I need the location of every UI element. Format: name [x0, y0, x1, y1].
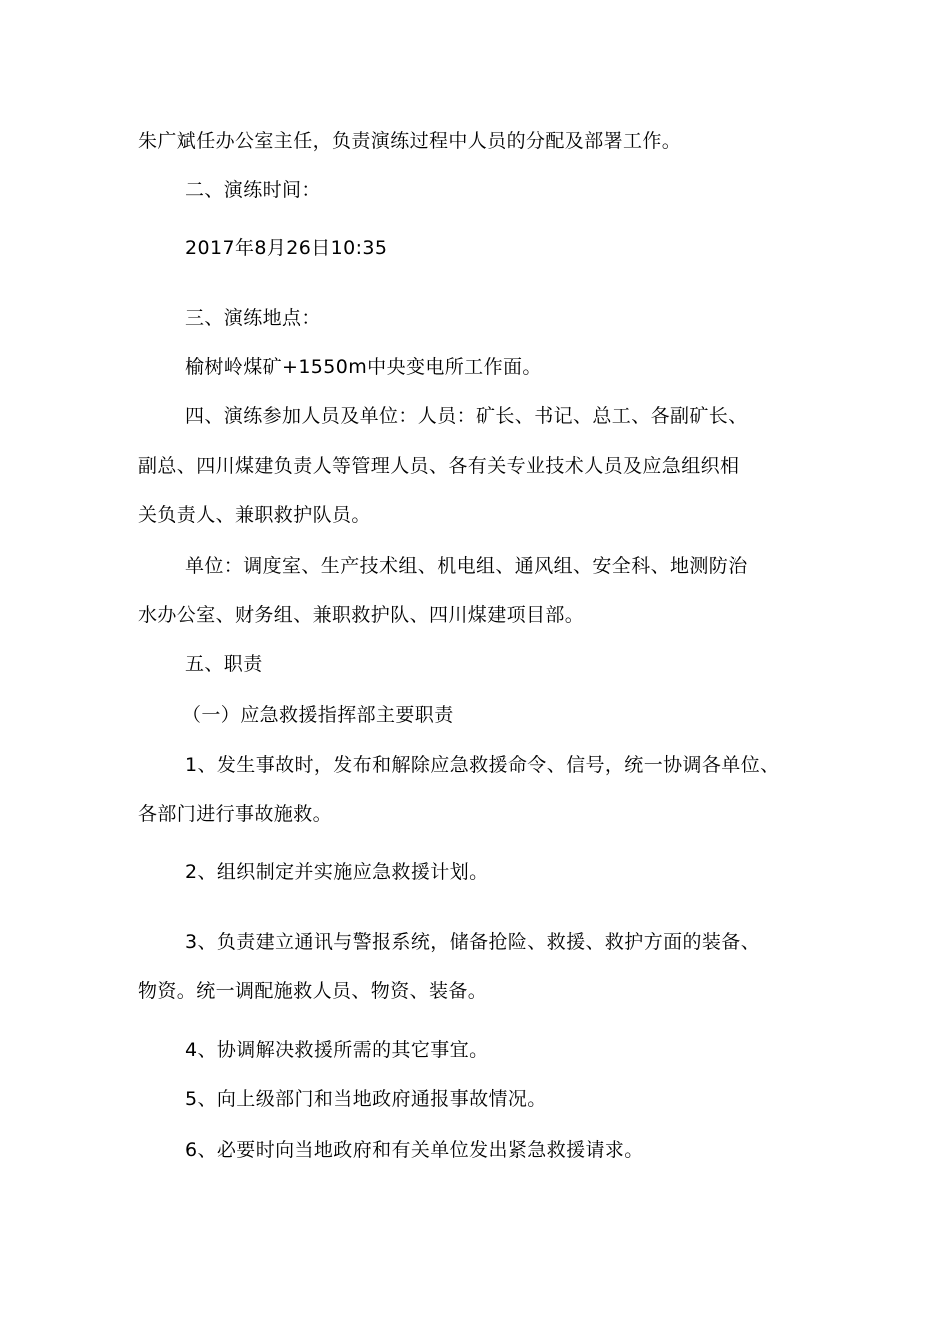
text-units-1: 单位：调度室、生产技术组、机电组、通风组、安全科、地测防治 [185, 555, 748, 577]
heading-participants: 四、演练参加人员及单位：人员：矿长、书记、总工、各副矿长、 [185, 405, 748, 427]
heading-duties: 五、职责 [185, 653, 263, 675]
text-participants-2: 副总、四川煤建负责人等管理人员、各有关专业技术人员及应急组织相 [138, 455, 740, 477]
heading-drill-location: 三、演练地点： [185, 307, 321, 329]
text-duty-6: 6、必要时向当地政府和有关单位发出紧急救援请求。 [185, 1139, 644, 1161]
text-units-2: 水办公室、财务组、兼职救护队、四川煤建项目部。 [138, 604, 585, 626]
text-line-assignment: 朱广斌任办公室主任，负责演练过程中人员的分配及部署工作。 [138, 130, 682, 152]
heading-command-duties: （一）应急救援指挥部主要职责 [182, 704, 454, 726]
text-duty-5: 5、向上级部门和当地政府通报事故情况。 [185, 1088, 547, 1110]
text-duty-3b: 物资。统一调配施救人员、物资、装备。 [138, 980, 488, 1002]
text-duty-4: 4、协调解决救援所需的其它事宜。 [185, 1039, 489, 1061]
text-duty-1b: 各部门进行事故施救。 [138, 803, 333, 825]
text-participants-3: 关负责人、兼职救护队员。 [138, 504, 371, 526]
text-duty-3a: 3、负责建立通讯与警报系统，储备抢险、救援、救护方面的装备、 [185, 931, 761, 953]
text-drill-datetime: 2017年8月26日10:35 [185, 237, 388, 259]
text-drill-location: 榆树岭煤矿+1550m中央变电所工作面。 [185, 356, 542, 378]
heading-drill-time: 二、演练时间： [185, 179, 321, 201]
text-duty-1a: 1、发生事故时，发布和解除应急救援命令、信号，统一协调各单位、 [185, 754, 780, 776]
text-duty-2: 2、组织制定并实施应急救援计划。 [185, 861, 489, 883]
